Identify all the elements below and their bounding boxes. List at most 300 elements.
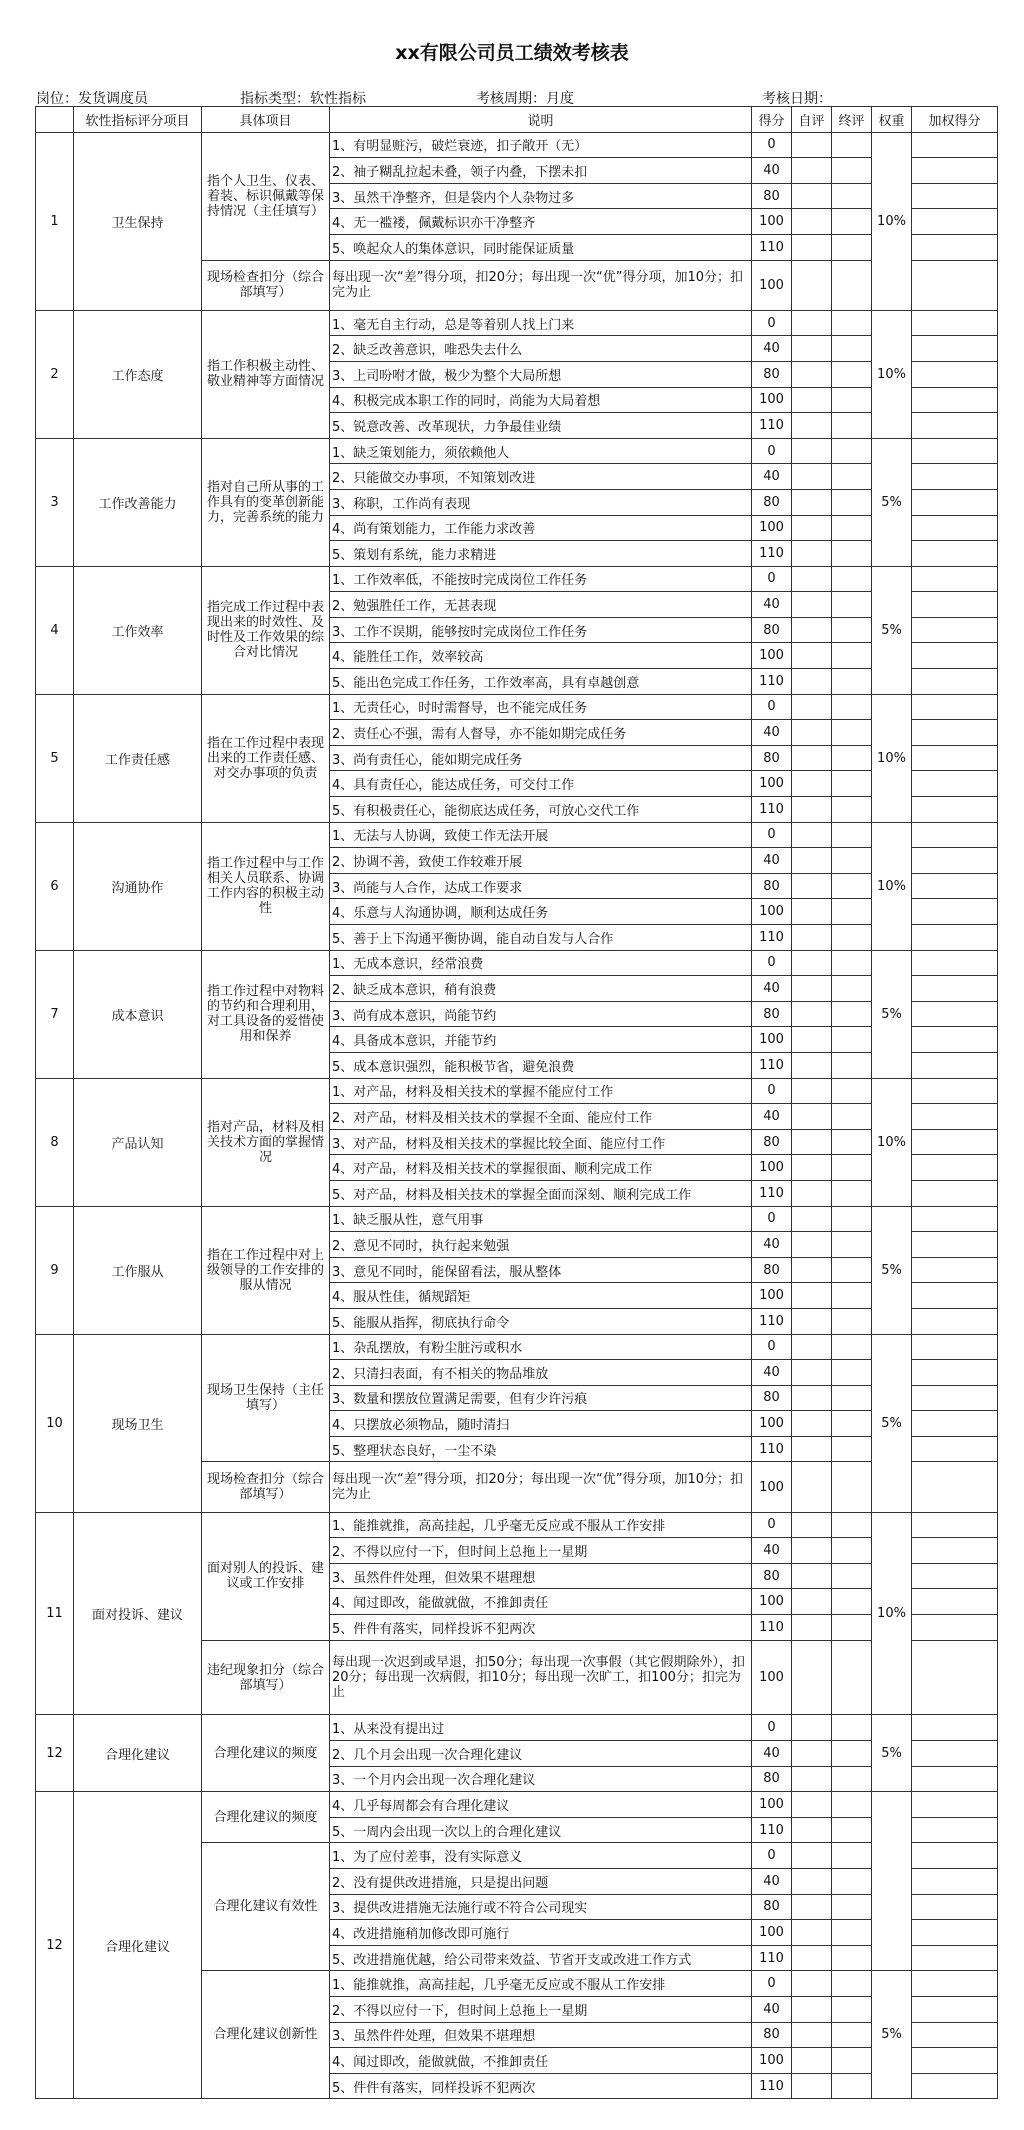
final-eval-cell [832,1589,872,1615]
table-row [36,1715,998,1741]
weighted-score-cell [912,310,998,336]
weighted-score-cell [912,1360,998,1386]
description: 2、缺乏成本意识，稍有浪费 [330,976,752,1002]
description: 2、缺乏改善意识，唯恐失去什么 [330,336,752,362]
weighted-score-cell [912,2073,998,2099]
score: 110 [752,669,792,695]
description: 1、对产品，材料及相关技术的掌握不能应付工作 [330,1078,752,1104]
description: 3、虽然件件处理，但效果不堪理想 [330,1563,752,1589]
weighted-score-cell [912,1308,998,1334]
sub-item: 现场检查扣分（综合部填写） [202,1462,330,1512]
self-eval-cell [792,643,832,669]
weight: 5% [872,438,912,566]
description: 1、从来没有提出过 [330,1715,752,1741]
score: 110 [752,1180,792,1206]
sub-item: 指完成工作过程中表现出来的时效性、及时性及工作效果的综合对比情况 [202,566,330,694]
description: 2、只能做交办事项，不知策划改进 [330,464,752,490]
weighted-score-cell [912,873,998,899]
self-eval-cell [792,2073,832,2099]
final-eval-cell [832,336,872,362]
weighted-score-cell [912,669,998,695]
weighted-score-cell [912,336,998,362]
final-eval-cell [832,2073,872,2099]
description: 2、不得以应付一下，但时间上总拖上一星期 [330,1538,752,1564]
score: 100 [752,1462,792,1512]
weighted-score-cell [912,1001,998,1027]
description: 5、一周内会出现一次以上的合理化建议 [330,1817,752,1843]
weighted-score-cell [912,1766,998,1792]
description: 4、只摆放必须物品，随时清扫 [330,1411,752,1437]
weighted-score-cell [912,1052,998,1078]
self-eval-cell [792,1104,832,1130]
score: 110 [752,1308,792,1334]
final-eval-cell [832,541,872,567]
final-eval-cell [832,1308,872,1334]
weighted-score-cell [912,745,998,771]
description: 1、缺乏策划能力，须依赖他人 [330,438,752,464]
item-number: 10 [36,1334,74,1512]
final-eval-cell [832,1766,872,1792]
score: 110 [752,1052,792,1078]
weighted-score-cell [912,1817,998,1843]
header-cell [36,107,74,133]
self-eval-cell [792,1206,832,1232]
self-eval-cell [792,1257,832,1283]
weighted-score-cell [912,694,998,720]
weight: 5% [872,1206,912,1334]
header-cell: 具体项目 [202,107,330,133]
score: 100 [752,771,792,797]
description: 5、善于上下沟通平衡协调，能自动自发与人合作 [330,925,752,951]
self-eval-cell [792,1741,832,1767]
weighted-score-cell [912,541,998,567]
item-number: 1 [36,132,74,310]
description: 每出现一次“差”得分项，扣20分；每出现一次“优”得分项，加10分；扣完为止 [330,260,752,310]
description: 1、工作效率低，不能按时完成岗位工作任务 [330,566,752,592]
weight: 10% [872,694,912,822]
description: 4、乐意与人沟通协调，顺利达成任务 [330,899,752,925]
final-eval-cell [832,566,872,592]
weighted-score-cell [912,1640,998,1715]
self-eval-cell [792,1462,832,1512]
item-number: 2 [36,310,74,438]
assessment-table [35,106,998,2099]
table-row [36,1206,998,1232]
score: 0 [752,694,792,720]
weighted-score-cell [912,720,998,746]
weighted-score-cell [912,387,998,413]
sub-item: 合理化建议的频度 [202,1715,330,1792]
table-row [36,132,998,158]
score: 110 [752,1615,792,1641]
item-name: 合理化建议 [74,1792,202,2099]
table-body [36,107,998,2099]
sub-item: 现场卫生保持（主任填写） [202,1334,330,1462]
self-eval-cell [792,1589,832,1615]
score: 0 [752,310,792,336]
score: 100 [752,1155,792,1181]
weight [872,1792,912,1971]
description: 3、对产品，材料及相关技术的掌握比较全面、能应付工作 [330,1129,752,1155]
description: 每出现一次迟到或早退，扣50分；每出现一次事假（其它假期除外），扣20分；每出现一次病假，扣10分；每出现一次旷工，扣100分；扣完为止 [330,1640,752,1715]
final-eval-cell [832,438,872,464]
score: 110 [752,413,792,439]
self-eval-cell [792,925,832,951]
description: 2、没有提供改进措施，只是提出问题 [330,1868,752,1894]
item-name: 卫生保持 [74,132,202,310]
weighted-score-cell [912,489,998,515]
description: 3、工作不误期，能够按时完成岗位工作任务 [330,617,752,643]
final-eval-cell [832,1283,872,1309]
final-eval-cell [832,745,872,771]
self-eval-cell [792,1180,832,1206]
weighted-score-cell [912,260,998,310]
description: 1、缺乏服从性，意气用事 [330,1206,752,1232]
header-cell: 软性指标评分项目 [74,107,202,133]
self-eval-cell [792,1971,832,1997]
final-eval-cell [832,694,872,720]
table-row [36,566,998,592]
self-eval-cell [792,1615,832,1641]
weighted-score-cell [912,1868,998,1894]
score: 40 [752,1232,792,1258]
weighted-score-cell [912,158,998,184]
description: 4、具备成本意识，并能节约 [330,1027,752,1053]
self-eval-cell [792,1843,832,1869]
final-eval-cell [832,720,872,746]
item-name: 工作改善能力 [74,438,202,566]
weighted-score-cell [912,976,998,1002]
final-eval-cell [832,1894,872,1920]
score: 100 [752,1589,792,1615]
self-eval-cell [792,950,832,976]
final-eval-cell [832,489,872,515]
weight: 10% [872,310,912,438]
description: 5、能出色完成工作任务，工作效率高，具有卓越创意 [330,669,752,695]
weighted-score-cell [912,1078,998,1104]
description: 5、能服从指挥，彻底执行命令 [330,1308,752,1334]
item-name: 沟通协作 [74,822,202,950]
description: 1、有明显赃污，破烂衰迹，扣子敞开（无） [330,132,752,158]
weighted-score-cell [912,2048,998,2074]
table-row [36,438,998,464]
item-number: 4 [36,566,74,694]
score: 110 [752,1817,792,1843]
score: 40 [752,592,792,618]
sub-item: 面对别人的投诉、建议或工作安排 [202,1512,330,1640]
score: 40 [752,464,792,490]
self-eval-cell [792,592,832,618]
final-eval-cell [832,1920,872,1946]
weighted-score-cell [912,1792,998,1818]
self-eval-cell [792,1436,832,1462]
score: 100 [752,1640,792,1715]
item-number: 12 [36,1792,74,2099]
score: 80 [752,361,792,387]
description: 1、毫无自主行动，总是等着别人找上门来 [330,310,752,336]
self-eval-cell [792,1945,832,1971]
item-name: 工作效率 [74,566,202,694]
table-row [36,310,998,336]
self-eval-cell [792,387,832,413]
score: 80 [752,1257,792,1283]
weighted-score-cell [912,771,998,797]
final-eval-cell [832,2048,872,2074]
description: 5、件件有落实，同样投诉不犯两次 [330,1615,752,1641]
self-eval-cell [792,515,832,541]
description: 4、服从性佳，循规蹈矩 [330,1283,752,1309]
score: 110 [752,797,792,823]
final-eval-cell [832,1155,872,1181]
score: 0 [752,1334,792,1360]
self-eval-cell [792,1308,832,1334]
self-eval-cell [792,1792,832,1818]
self-eval-cell [792,1766,832,1792]
description: 4、闻过即改，能做就做，不推卸责任 [330,1589,752,1615]
self-eval-cell [792,1001,832,1027]
self-eval-cell [792,260,832,310]
self-eval-cell [792,669,832,695]
item-name: 工作服从 [74,1206,202,1334]
score: 0 [752,950,792,976]
table-row [36,1334,998,1360]
score: 100 [752,1411,792,1437]
score: 40 [752,976,792,1002]
self-eval-cell [792,1817,832,1843]
item-number: 5 [36,694,74,822]
final-eval-cell [832,387,872,413]
weighted-score-cell [912,617,998,643]
final-eval-cell [832,1180,872,1206]
final-eval-cell [832,1104,872,1130]
description: 3、数量和摆放位置满足需要，但有少许污痕 [330,1385,752,1411]
self-eval-cell [792,1078,832,1104]
final-eval-cell [832,1001,872,1027]
final-eval-cell [832,1817,872,1843]
weighted-score-cell [912,1027,998,1053]
weighted-score-cell [912,822,998,848]
weighted-score-cell [912,899,998,925]
weight: 10% [872,822,912,950]
final-eval-cell [832,1462,872,1512]
description: 4、能胜任工作，效率较高 [330,643,752,669]
self-eval-cell [792,1027,832,1053]
weighted-score-cell [912,209,998,235]
score: 100 [752,1792,792,1818]
score: 100 [752,1920,792,1946]
final-eval-cell [832,1512,872,1538]
self-eval-cell [792,1894,832,1920]
weighted-score-cell [912,132,998,158]
self-eval-cell [792,2022,832,2048]
weighted-score-cell [912,1996,998,2022]
weighted-score-cell [912,1462,998,1512]
description: 3、提供改进措施无法施行或不符合公司现实 [330,1894,752,1920]
description: 4、具有责任心，能达成任务，可交付工作 [330,771,752,797]
self-eval-cell [792,617,832,643]
description: 4、尚有策划能力，工作能力求改善 [330,515,752,541]
self-eval-cell [792,797,832,823]
final-eval-cell [832,1334,872,1360]
weighted-score-cell [912,925,998,951]
final-eval-cell [832,1078,872,1104]
description: 5、对产品，材料及相关技术的掌握全面而深刻、顺利完成工作 [330,1180,752,1206]
self-eval-cell [792,234,832,260]
weighted-score-cell [912,438,998,464]
self-eval-cell [792,1129,832,1155]
score: 100 [752,643,792,669]
weighted-score-cell [912,1257,998,1283]
item-name: 现场卫生 [74,1334,202,1512]
self-eval-cell [792,566,832,592]
score: 40 [752,1360,792,1386]
header-cell: 自评 [792,107,832,133]
score: 0 [752,1715,792,1741]
weighted-score-cell [912,592,998,618]
self-eval-cell [792,1715,832,1741]
description: 5、改进措施优越，给公司带来效益、节省开支或改进工作方式 [330,1945,752,1971]
final-eval-cell [832,617,872,643]
final-eval-cell [832,899,872,925]
self-eval-cell [792,1385,832,1411]
description: 1、无责任心，时时需督导，也不能完成任务 [330,694,752,720]
weighted-score-cell [912,643,998,669]
score: 40 [752,720,792,746]
score: 0 [752,1512,792,1538]
page-title: xx有限公司员工绩效考核表 [395,42,629,64]
weighted-score-cell [912,1385,998,1411]
final-eval-cell [832,158,872,184]
description: 2、勉强胜任工作，无甚表现 [330,592,752,618]
final-eval-cell [832,209,872,235]
weighted-score-cell [912,1715,998,1741]
self-eval-cell [792,336,832,362]
final-eval-cell [832,925,872,951]
self-eval-cell [792,183,832,209]
score: 80 [752,1563,792,1589]
weighted-score-cell [912,1232,998,1258]
score: 80 [752,1766,792,1792]
sub-item: 合理化建议有效性 [202,1843,330,1971]
weighted-score-cell [912,234,998,260]
self-eval-cell [792,1411,832,1437]
description: 4、无一褴褛，佩戴标识亦干净整齐 [330,209,752,235]
final-eval-cell [832,1996,872,2022]
final-eval-cell [832,1436,872,1462]
weighted-score-cell [912,797,998,823]
sub-item: 指工作积极主动性、敬业精神等方面情况 [202,310,330,438]
score: 80 [752,1001,792,1027]
final-eval-cell [832,873,872,899]
description: 2、只清扫表面，有不相关的物品堆放 [330,1360,752,1386]
score: 0 [752,1206,792,1232]
weighted-score-cell [912,1615,998,1641]
self-eval-cell [792,848,832,874]
sub-item: 指在工作过程中表现出来的工作责任感、对交办事项的负责 [202,694,330,822]
weighted-score-cell [912,515,998,541]
description: 1、能推就推，高高挂起，几乎毫无反应或不服从工作安排 [330,1971,752,1997]
header-row [36,107,998,133]
self-eval-cell [792,438,832,464]
weighted-score-cell [912,1411,998,1437]
final-eval-cell [832,669,872,695]
item-name: 工作态度 [74,310,202,438]
meta-period: 考核周期：月度 [476,91,574,107]
header-cell: 加权得分 [912,107,998,133]
item-name: 产品认知 [74,1078,202,1206]
description: 4、闻过即改，能做就做，不推卸责任 [330,2048,752,2074]
score: 100 [752,2048,792,2074]
self-eval-cell [792,1538,832,1564]
header-cell: 权重 [872,107,912,133]
item-number: 7 [36,950,74,1078]
final-eval-cell [832,1360,872,1386]
weight: 10% [872,132,912,310]
description: 1、为了应付差事，没有实际意义 [330,1843,752,1869]
score: 0 [752,1971,792,1997]
weighted-score-cell [912,1206,998,1232]
score: 80 [752,1385,792,1411]
description: 1、杂乱摆放，有粉尘脏污或积水 [330,1334,752,1360]
final-eval-cell [832,1868,872,1894]
meta-indicator-type: 指标类型：软性指标 [240,91,366,107]
weighted-score-cell [912,1894,998,1920]
score: 0 [752,566,792,592]
description: 4、积极完成本职工作的同时，尚能为大局着想 [330,387,752,413]
score: 110 [752,1945,792,1971]
score: 0 [752,1078,792,1104]
weight: 5% [872,566,912,694]
weighted-score-cell [912,2022,998,2048]
final-eval-cell [832,1052,872,1078]
weighted-score-cell [912,848,998,874]
score: 80 [752,1894,792,1920]
score: 80 [752,873,792,899]
score: 80 [752,617,792,643]
description: 2、责任心不强，需有人督导，亦不能如期完成任务 [330,720,752,746]
weighted-score-cell [912,1436,998,1462]
score: 40 [752,158,792,184]
final-eval-cell [832,1715,872,1741]
score: 40 [752,1996,792,2022]
weighted-score-cell [912,1180,998,1206]
self-eval-cell [792,464,832,490]
self-eval-cell [792,1334,832,1360]
weighted-score-cell [912,1563,998,1589]
score: 110 [752,1436,792,1462]
sub-item: 合理化建议的频度 [202,1792,330,1843]
self-eval-cell [792,1512,832,1538]
self-eval-cell [792,132,832,158]
self-eval-cell [792,694,832,720]
final-eval-cell [832,132,872,158]
sub-item: 指对产品，材料及相关技术方面的掌握情况 [202,1078,330,1206]
self-eval-cell [792,771,832,797]
final-eval-cell [832,1843,872,1869]
score: 110 [752,234,792,260]
self-eval-cell [792,489,832,515]
self-eval-cell [792,1232,832,1258]
self-eval-cell [792,1640,832,1715]
self-eval-cell [792,541,832,567]
final-eval-cell [832,950,872,976]
final-eval-cell [832,643,872,669]
weighted-score-cell [912,1129,998,1155]
weighted-score-cell [912,1334,998,1360]
weighted-score-cell [912,1741,998,1767]
self-eval-cell [792,1052,832,1078]
score: 0 [752,132,792,158]
